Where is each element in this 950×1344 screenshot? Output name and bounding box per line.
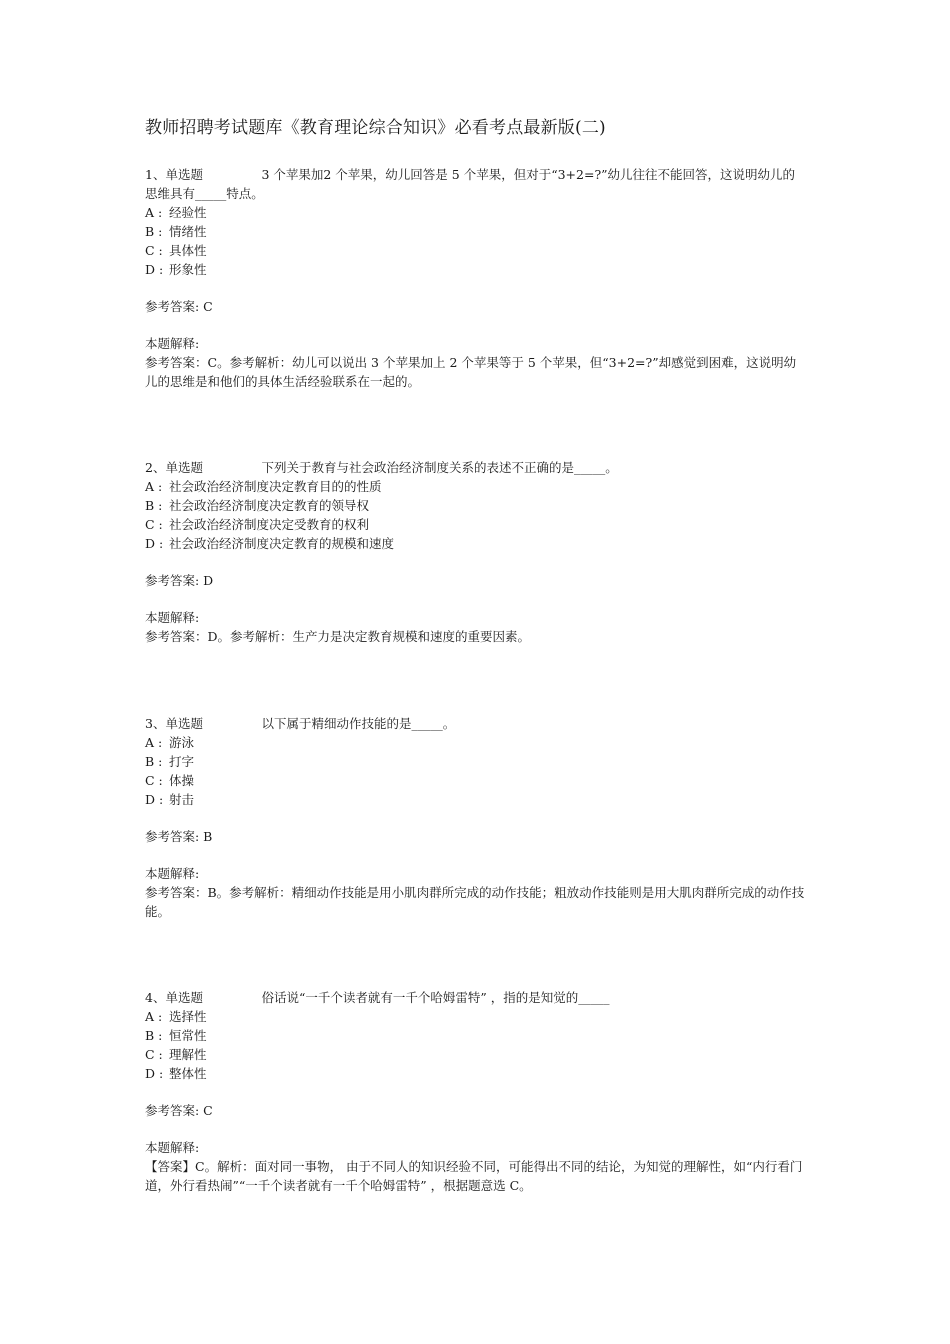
- question-stem-line: [145, 714, 805, 733]
- reference-answer: 参考答案: C: [145, 299, 213, 314]
- option-letter: B :: [145, 498, 163, 513]
- question-type: 单选题: [165, 460, 203, 475]
- option-b: [145, 752, 805, 771]
- option-d: [145, 790, 805, 809]
- explanation-label: 本题解释:: [145, 1140, 200, 1155]
- option-a: [145, 203, 805, 222]
- reference-answer: 参考答案: D: [145, 573, 214, 588]
- question-number: 4、: [145, 990, 166, 1005]
- explanation-text: 参考答案：B。参考解析：精细动作技能是用小肌肉群所完成的动作技能；粗放动作技能则是用大肌肉群所完成的动作技能。: [145, 885, 805, 919]
- option-letter: D :: [145, 1066, 164, 1081]
- option-b: [145, 222, 805, 241]
- option-letter: B :: [145, 224, 163, 239]
- explanation-text: 【答案】C。解析：面对同一事物， 由于不同人的知识经验不同，可能得出不同的结论，为知觉的理解性，如“内行看门道，外行看热闹”“一千个读者就有一千个哈姆雷特” ，根据题意选 C。: [145, 1159, 803, 1193]
- option-letter: A :: [145, 479, 163, 494]
- question-1: [145, 165, 805, 391]
- option-letter: A :: [145, 1009, 163, 1024]
- document-title: 教师招聘考试题库《教育理论综合知识》必看考点最新版(二): [145, 118, 606, 138]
- question-stem: 3 个苹果加2 个苹果，幼儿回答是 5 个苹果，但对于“3+2=?”幼儿往往不能回答，这说明幼儿的思维具有_____特点。: [145, 167, 796, 201]
- option-a: [145, 477, 805, 496]
- explanation-label: 本题解释:: [145, 866, 200, 881]
- option-text: 整体性: [169, 1066, 207, 1081]
- option-letter: D :: [145, 792, 164, 807]
- explanation-text: 参考答案：D。参考解析：生产力是决定教育规模和速度的重要因素。: [145, 629, 531, 644]
- option-c: [145, 241, 805, 260]
- question-stem-line: [145, 988, 805, 1007]
- reference-answer: 参考答案: B: [145, 829, 213, 844]
- option-text: 社会政治经济制度决定教育的领导权: [169, 498, 370, 513]
- option-letter: A :: [145, 205, 163, 220]
- option-d: [145, 1064, 805, 1083]
- option-letter: C :: [145, 1047, 163, 1062]
- option-c: [145, 771, 805, 790]
- option-letter: C :: [145, 517, 163, 532]
- option-d: [145, 534, 805, 553]
- option-letter: C :: [145, 243, 163, 258]
- question-number: 2、: [145, 460, 166, 475]
- option-text: 选择性: [169, 1009, 207, 1024]
- option-text: 打字: [169, 754, 195, 769]
- question-3: [145, 714, 805, 921]
- option-letter: B :: [145, 754, 163, 769]
- option-letter: D :: [145, 262, 164, 277]
- question-type: 单选题: [165, 990, 203, 1005]
- option-text: 理解性: [169, 1047, 207, 1062]
- question-stem-line: [145, 165, 805, 203]
- question-type: 单选题: [165, 716, 203, 731]
- explanation-label: 本题解释:: [145, 336, 200, 351]
- option-letter: B :: [145, 1028, 163, 1043]
- question-4: [145, 988, 805, 1195]
- option-letter: C :: [145, 773, 163, 788]
- option-letter: A :: [145, 735, 163, 750]
- question-stem: 俗话说“一千个读者就有一千个哈姆雷特” ，指的是知觉的_____: [261, 990, 610, 1005]
- option-text: 社会政治经济制度决定受教育的权利: [169, 517, 370, 532]
- option-a: [145, 1007, 805, 1026]
- question-stem-line: [145, 458, 805, 477]
- explanation-label: 本题解释:: [145, 610, 200, 625]
- explanation-text: 参考答案：C。参考解析：幼儿可以说出 3 个苹果加上 2 个苹果等于 5 个苹果，但“3+2=?”却感觉到困难，这说明幼儿的思维是和他们的具体生活经验联系在一起的。: [145, 355, 797, 389]
- option-text: 具体性: [169, 243, 207, 258]
- option-a: [145, 733, 805, 752]
- option-text: 射击: [169, 792, 195, 807]
- option-b: [145, 496, 805, 515]
- question-number: 1、: [145, 167, 166, 182]
- reference-answer: 参考答案: C: [145, 1103, 213, 1118]
- option-b: [145, 1026, 805, 1045]
- option-c: [145, 515, 805, 534]
- option-text: 情绪性: [169, 224, 207, 239]
- option-d: [145, 260, 805, 279]
- option-text: 社会政治经济制度决定教育的规模和速度: [169, 536, 395, 551]
- option-text: 社会政治经济制度决定教育目的的性质: [169, 479, 382, 494]
- option-text: 体操: [169, 773, 195, 788]
- option-text: 形象性: [169, 262, 207, 277]
- option-text: 游泳: [169, 735, 195, 750]
- question-type: 单选题: [165, 167, 203, 182]
- option-c: [145, 1045, 805, 1064]
- option-text: 恒常性: [169, 1028, 207, 1043]
- option-letter: D :: [145, 536, 164, 551]
- question-stem: 以下属于精细动作技能的是_____。: [261, 716, 456, 731]
- question-stem: 下列关于教育与社会政治经济制度关系的表述不正确的是_____。: [261, 460, 618, 475]
- question-number: 3、: [145, 716, 166, 731]
- question-2: [145, 458, 805, 646]
- option-text: 经验性: [169, 205, 207, 220]
